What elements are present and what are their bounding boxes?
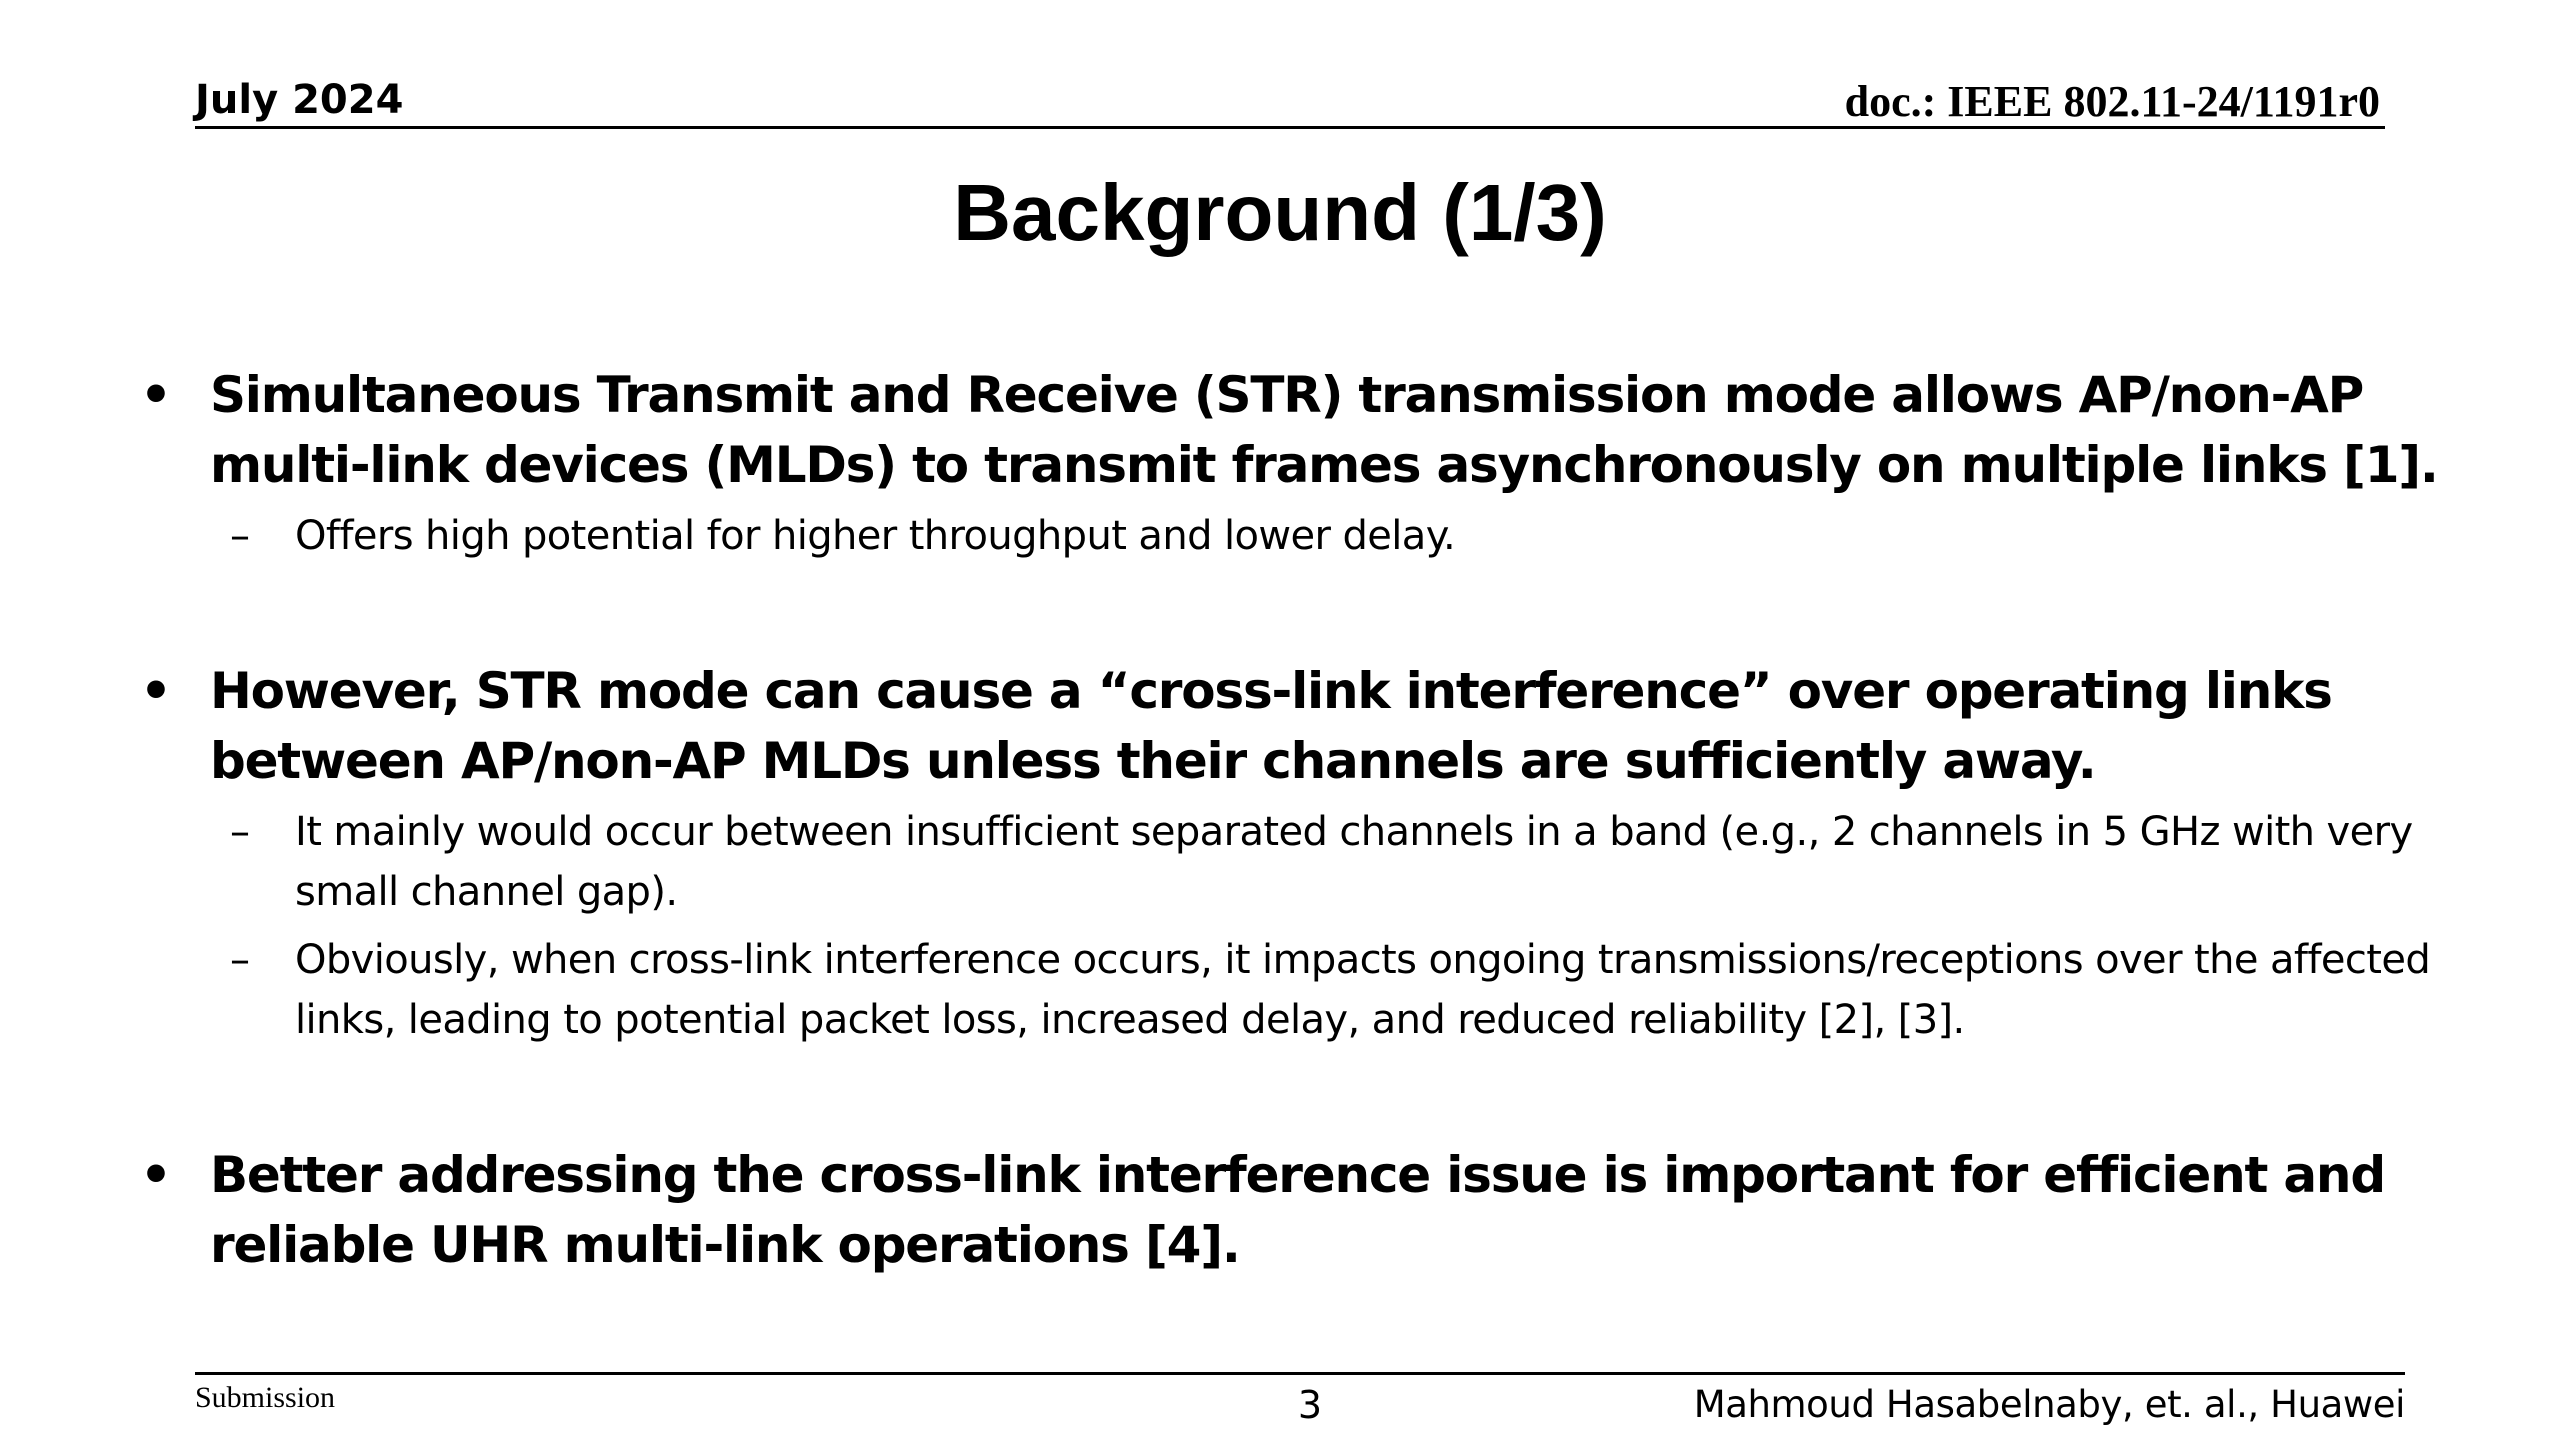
bullet-marker: •: [140, 366, 171, 424]
bullet-item: [140, 656, 2460, 796]
header-doc-number: doc.: IEEE 802.11-24/1191r0: [1844, 77, 2380, 126]
footer-divider: [195, 1372, 2405, 1375]
bullet-group-1: [140, 360, 2460, 566]
sub-bullet-marker: –: [230, 513, 250, 559]
sub-bullet-item: [140, 802, 2460, 922]
bullet-group-3: [140, 1140, 2460, 1280]
page-number: 3: [1297, 1383, 1323, 1427]
sub-bullet-marker: –: [230, 809, 250, 855]
bullet-text: Simultaneous Transmit and Receive (STR) transmission mode allows AP/non-AP multi-link devices (MLDs) to transmit frames asynchronously on multiple links [1].: [210, 366, 2438, 494]
bullet-text: Better addressing the cross-link interference issue is important for efficient and reliable UHR multi-link operations [4].: [210, 1146, 2385, 1274]
sub-bullet-item: [140, 930, 2460, 1050]
bullet-item: [140, 360, 2460, 500]
footer-submission: Submission: [195, 1381, 336, 1414]
sub-bullet-text: It mainly would occur between insufficient separated channels in a band (e.g., 2 channels in 5 GHz with very small channel gap).: [295, 809, 2413, 915]
bullet-group-2: [140, 656, 2460, 1050]
sub-bullet-list: [140, 506, 2460, 566]
bullet-marker: •: [140, 1146, 171, 1204]
sub-bullet-marker: –: [230, 937, 250, 983]
bullet-text: However, STR mode can cause a “cross-link interference” over operating links between AP/non-AP MLDs unless their channels are sufficiently away.: [210, 662, 2332, 790]
header-divider: [195, 126, 2385, 129]
slide-content: [140, 360, 2460, 1280]
sub-bullet-text: Offers high potential for higher throughput and lower delay.: [295, 513, 1456, 559]
sub-bullet-list: [140, 802, 2460, 1050]
header-date: July 2024: [195, 77, 404, 123]
sub-bullet-text: Obviously, when cross-link interference occurs, it impacts ongoing transmissions/receptions over the affected links, leading to potential packet loss, increased delay, and reduced reliability [2], [3].: [295, 937, 2431, 1043]
bullet-item: [140, 1140, 2460, 1280]
slide-title: Background (1/3): [953, 168, 1607, 257]
sub-bullet-item: [140, 506, 2460, 566]
footer-authors: Mahmoud Hasabelnaby, et. al., Huawei: [1693, 1383, 2405, 1426]
bullet-marker: •: [140, 662, 171, 720]
